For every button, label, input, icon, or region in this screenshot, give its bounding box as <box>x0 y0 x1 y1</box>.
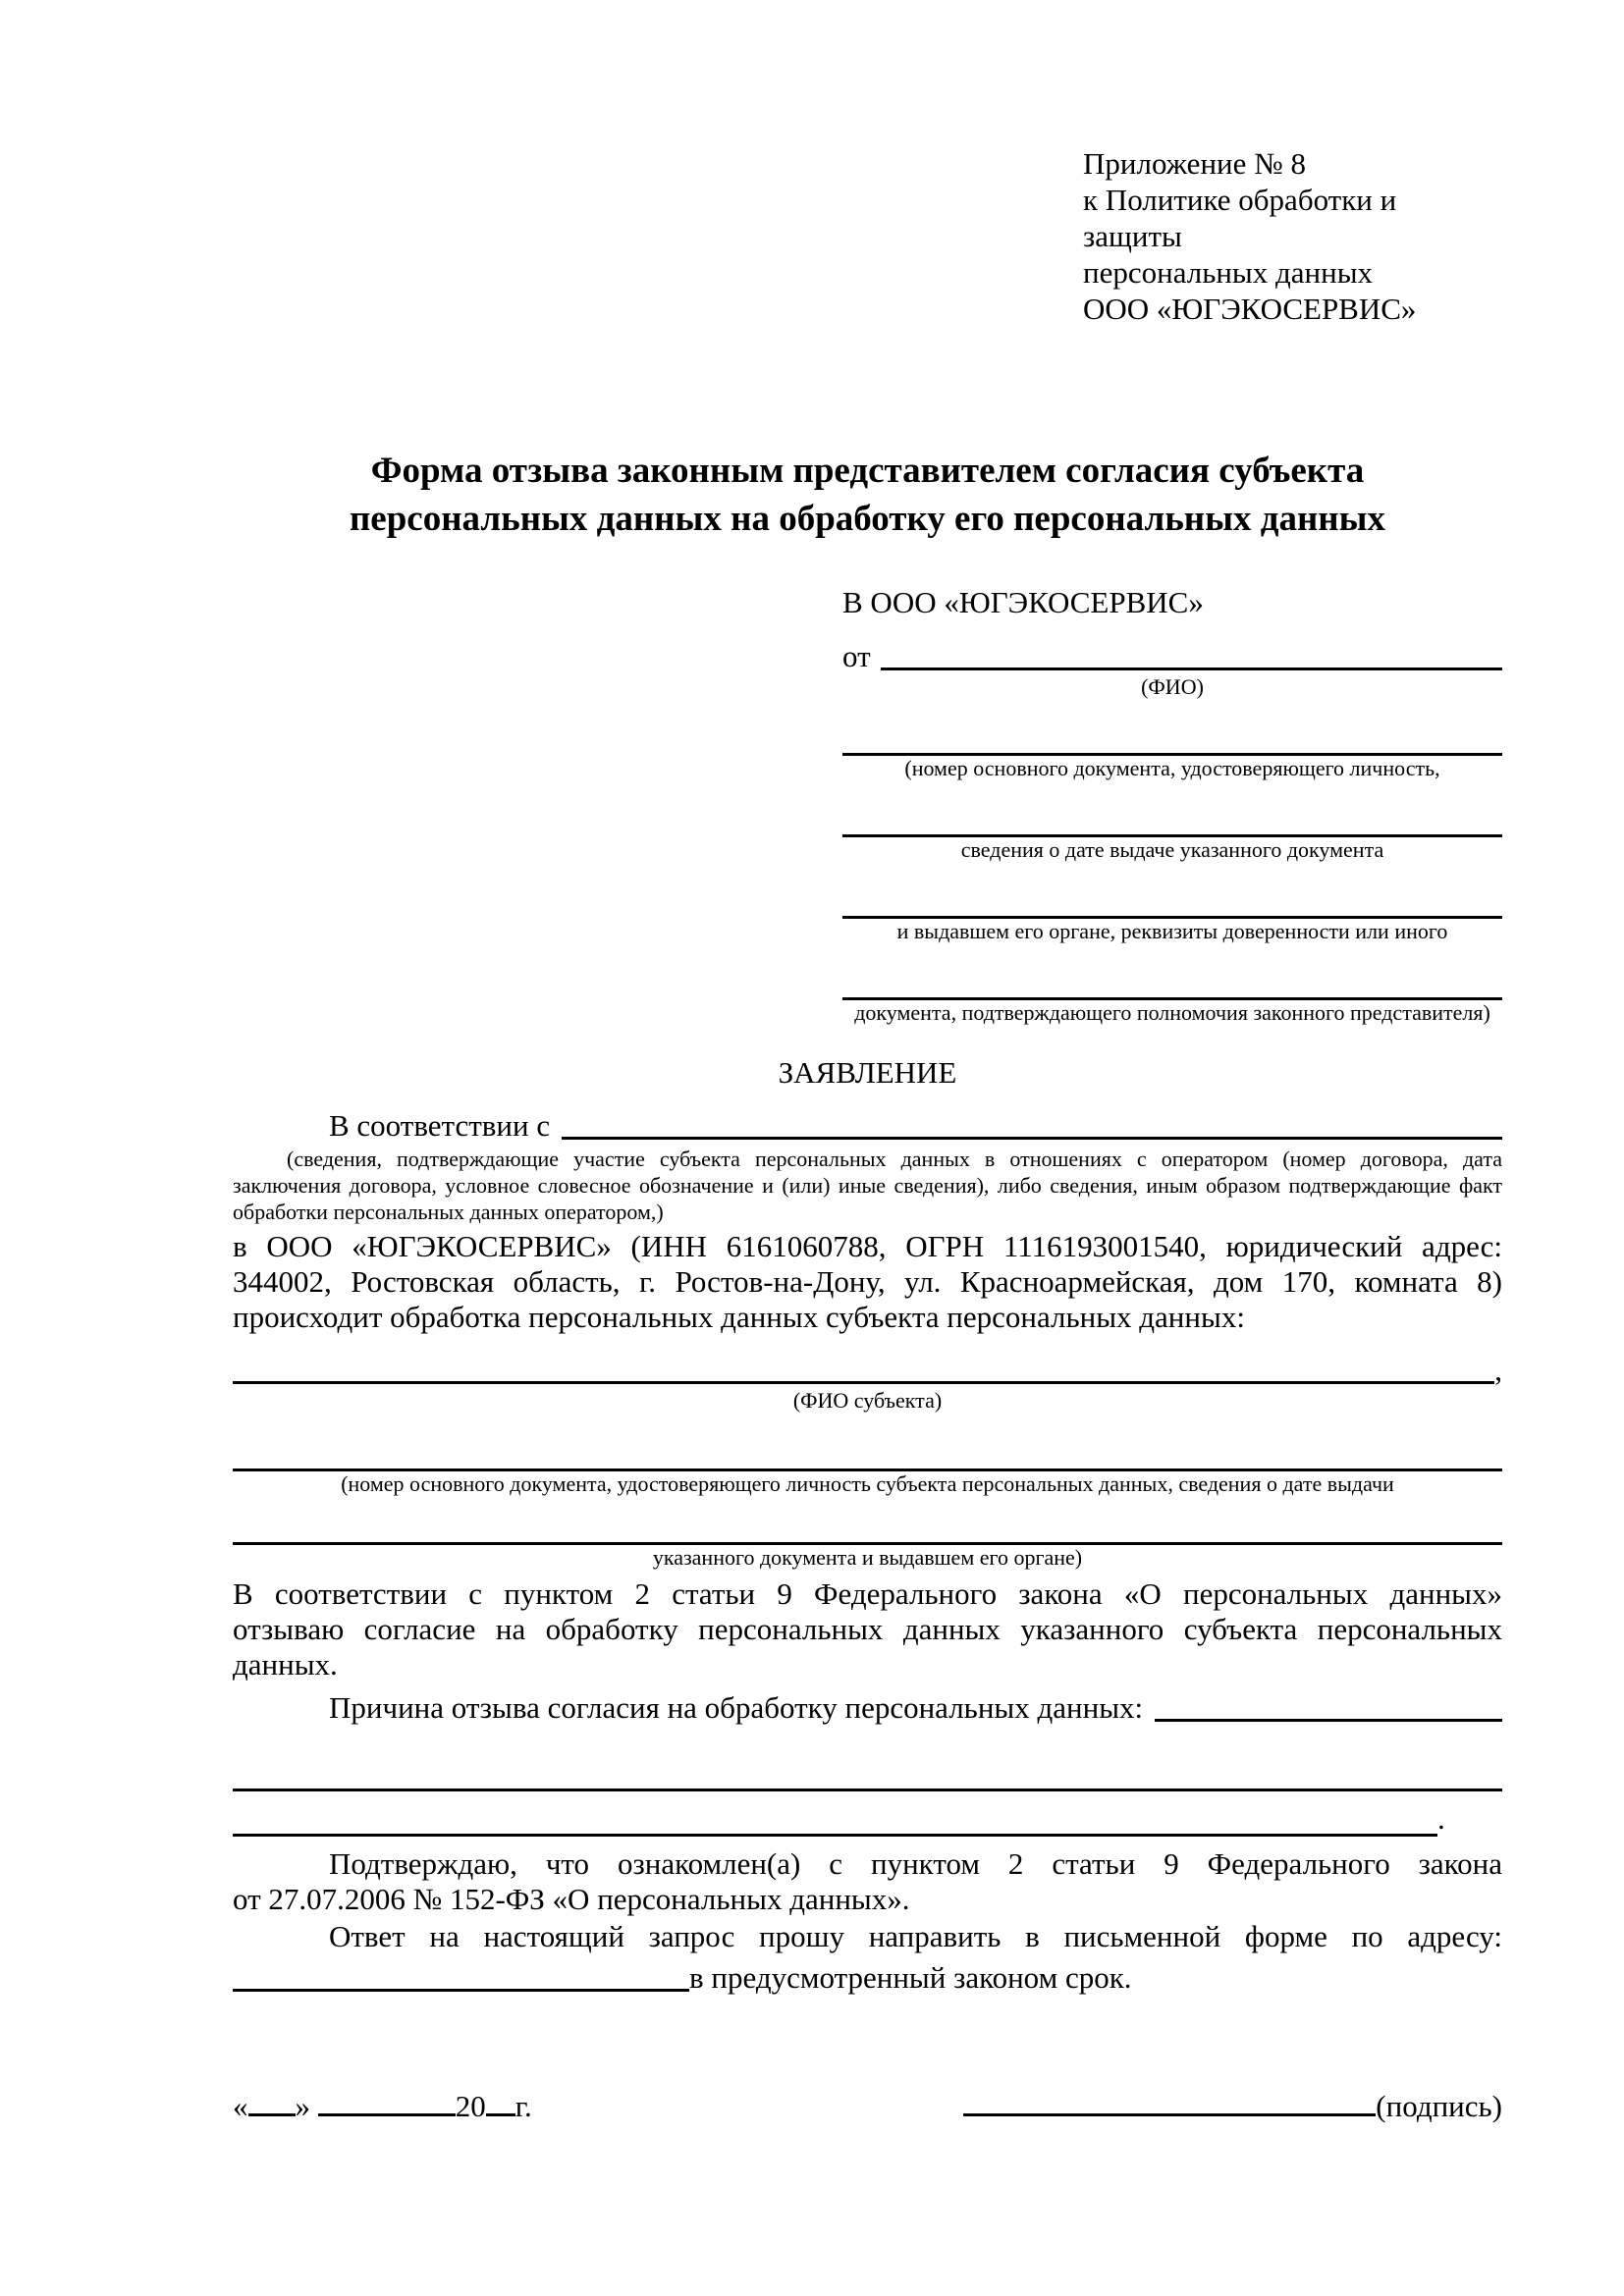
reason-label: Причина отзыва согласия на обработку персональных данных: <box>329 1690 1144 1725</box>
form-title-line-2: персональных данных на обработку его персональных данных <box>349 499 1385 539</box>
signature-group <box>963 2089 1502 2124</box>
doc-caption-3: и выдавшем его органе, реквизиты доверенности или иного <box>896 919 1448 943</box>
reply-address-field[interactable] <box>233 1988 689 1992</box>
intro-caption-line-3: обработки персональных данных оператором,) <box>233 1200 664 1224</box>
operator-paragraph <box>233 1229 1502 1335</box>
subject-doc-caption-1: (номер основного документа, удостоверяющего личность субъекта персональных данных, сведения о дате выдачи <box>341 1471 1394 1496</box>
from-row <box>842 629 1502 674</box>
representative-doc-field-2[interactable] <box>842 805 1502 837</box>
withdrawal-line-3: данных. <box>233 1647 338 1682</box>
reason-field[interactable] <box>1155 1718 1502 1722</box>
withdrawal-line-2: отзываю согласие на обработку персональных данных указанного субъекта персональных <box>233 1612 1502 1646</box>
representative-doc-field-4[interactable] <box>842 968 1502 1000</box>
date-quote-close: » <box>295 2089 310 2123</box>
date-group <box>233 2089 532 2124</box>
subject-doc-field-2[interactable] <box>233 1513 1502 1545</box>
form-title-line-1: Форма отзыва законным представителем согласия субъекта <box>370 451 1365 491</box>
confirm-line-2: от 27.07.2006 № 152-ФЗ «О персональных данных». <box>233 1882 910 1916</box>
representative-doc-field-1[interactable] <box>842 723 1502 756</box>
operator-line-1: в ООО «ЮГЭКОСЕРВИС» (ИНН 6161060788, ОГРН 1116193001540, юридический адрес: <box>233 1229 1502 1263</box>
intro-label: В соответствии с <box>329 1108 551 1143</box>
appendix-line-3: персональных данных <box>1083 255 1374 290</box>
appendix-line-4: ООО «ЮГЭКОСЕРВИС» <box>1083 292 1417 326</box>
subject-fio-row <box>233 1353 1502 1388</box>
subject-doc-caption-2: указанного документа и выдавшем его органе) <box>652 1545 1083 1570</box>
addressee-block <box>842 584 1502 1026</box>
addressee-organization: В ООО «ЮГЭКОСЕРВИС» <box>842 585 1204 619</box>
reply-address-row <box>233 1954 1502 1996</box>
date-year-suffix: г. <box>514 2089 532 2123</box>
doc-caption-2: сведения о дате выдаче указанного документа <box>960 837 1384 862</box>
representative-name-field[interactable] <box>881 667 1502 670</box>
reply-paragraph <box>233 1919 1502 1996</box>
doc-caption-4: документа, подтверждающего полномочия законного представителя) <box>854 1000 1490 1025</box>
reason-blank-line-1[interactable] <box>233 1763 1502 1791</box>
fio-caption: (ФИО) <box>1141 674 1204 699</box>
date-day-field[interactable] <box>248 2113 296 2116</box>
date-month-field[interactable] <box>318 2113 456 2116</box>
reason-row <box>329 1682 1502 1726</box>
intro-caption-line-2: заключения договора, условное словесное обозначение и (или) иные сведения), либо сведения, иным образом подтверждающие факт <box>233 1173 1502 1198</box>
confirm-line-1: Подтверждаю, что ознакомлен(а) с пунктом 2 статьи 9 Федерального закона <box>329 1846 1502 1881</box>
relation-details-field[interactable] <box>562 1136 1502 1140</box>
subject-fio-field[interactable] <box>233 1380 1494 1384</box>
appendix-line-1: Приложение № 8 <box>1083 146 1306 181</box>
doc-caption-1: (номер основного документа, удостоверяющего личность, <box>904 756 1440 780</box>
appendix-line-2: к Политике обработки и защиты <box>1083 183 1397 253</box>
date-year-field[interactable] <box>486 2113 515 2116</box>
statement-heading: ЗАЯВЛЕНИЕ <box>778 1055 957 1090</box>
withdrawal-line-1: В соответствии с пунктом 2 статьи 9 Федерального закона «О персональных данных» <box>233 1576 1502 1611</box>
subject-fio-caption: (ФИО субъекта) <box>792 1388 943 1413</box>
reason-blank-line-2[interactable] <box>233 1808 1437 1837</box>
reason-blank-row-2 <box>233 1801 1502 1837</box>
form-title <box>233 447 1502 543</box>
representative-doc-field-3[interactable] <box>842 886 1502 919</box>
from-label: от <box>842 639 871 673</box>
confirm-paragraph <box>233 1846 1502 1917</box>
withdrawal-paragraph <box>233 1576 1502 1682</box>
signature-caption: (подпись) <box>1376 2089 1502 2123</box>
subject-fio-comma: , <box>1494 1353 1502 1387</box>
reply-line-1: Ответ на настоящий запрос прошу направить в письменной форме по адресу: <box>329 1919 1502 1953</box>
operator-line-3: происходит обработка персональных данных субъекта персональных данных: <box>233 1300 1245 1334</box>
reply-tail: в предусмотренный законом срок. <box>689 1960 1132 1995</box>
intro-caption <box>233 1146 1502 1225</box>
intro-row <box>329 1100 1502 1144</box>
date-year-prefix: 20 <box>455 2089 486 2123</box>
footer-row <box>233 2089 1502 2124</box>
appendix-header <box>1083 145 1502 327</box>
date-quote-open: « <box>233 2089 248 2123</box>
signature-field[interactable] <box>963 2113 1376 2116</box>
intro-caption-line-1: (сведения, подтверждающие участие субъекта персональных данных в отношениях с оператором (номер договора, дата <box>287 1147 1502 1171</box>
blank-line-period: . <box>1437 1801 1445 1836</box>
operator-line-2: 344002, Ростовская область, г. Ростов-на-Дону, ул. Красноармейская, дом 170, комната 8) <box>233 1264 1502 1299</box>
subject-doc-field-1[interactable] <box>233 1439 1502 1471</box>
